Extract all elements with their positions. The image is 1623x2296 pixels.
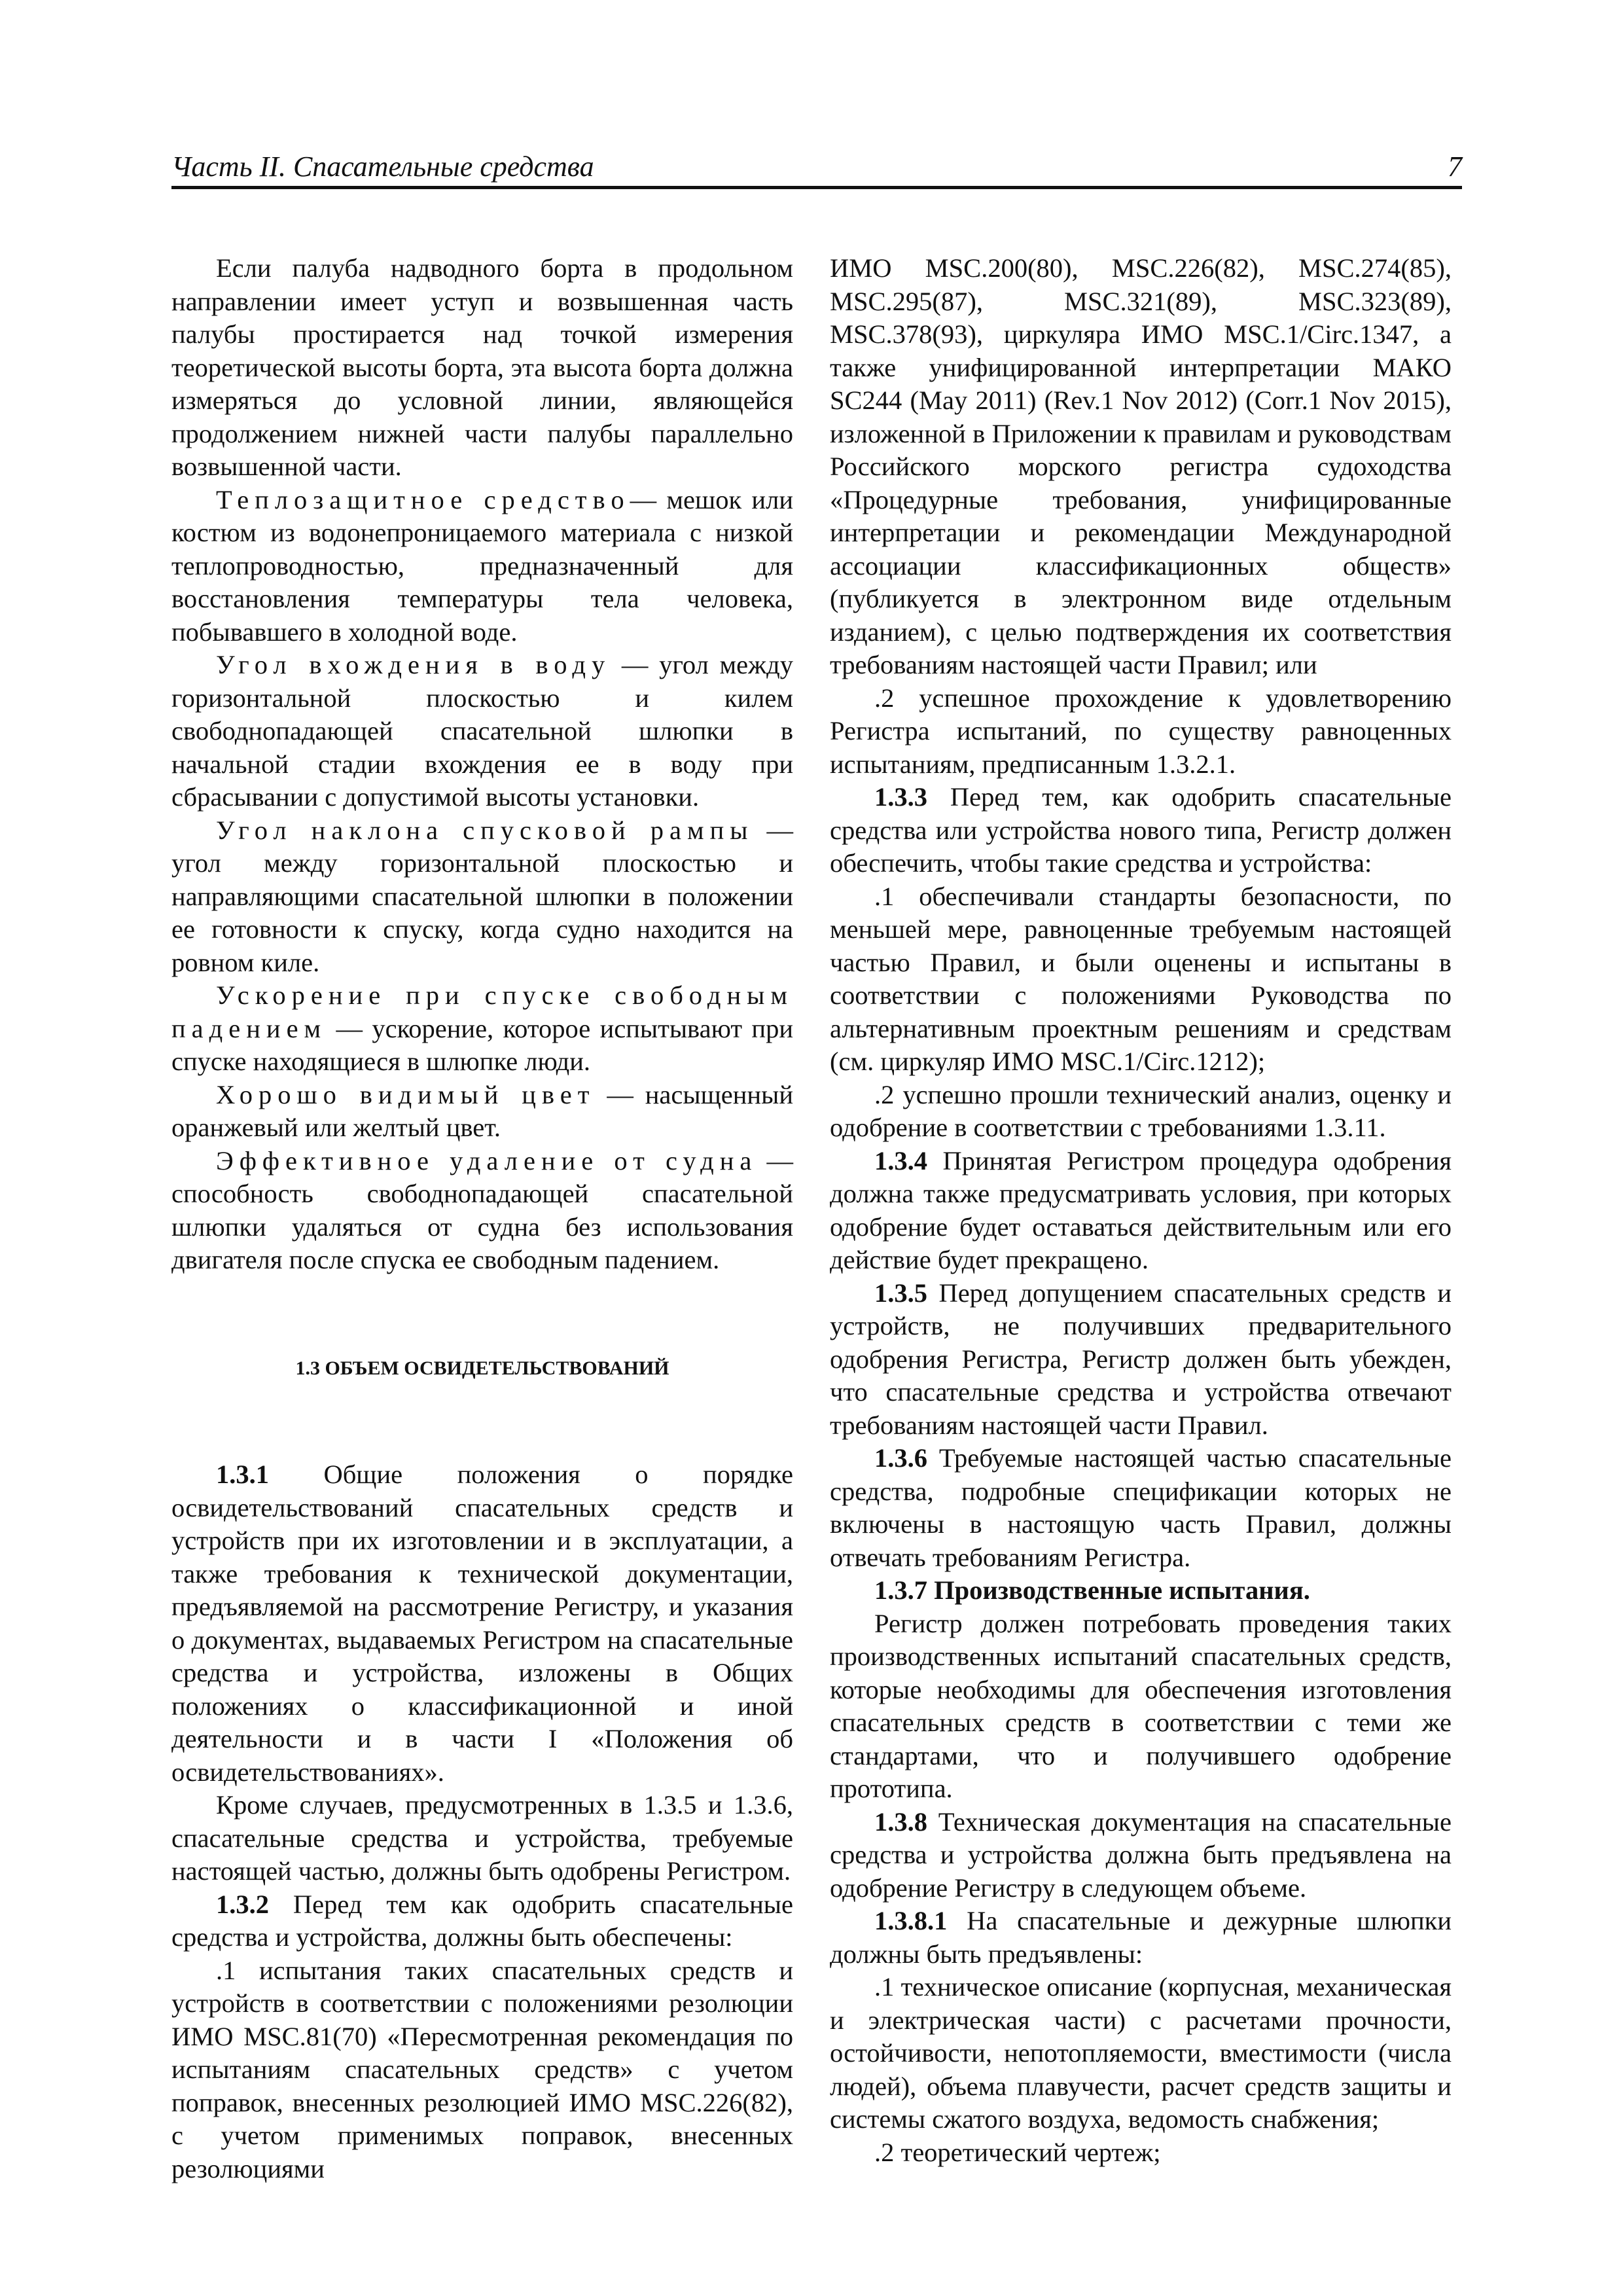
page-header — [171, 145, 1462, 189]
clause-number: 1.3.6 — [874, 1443, 927, 1473]
clause-number: 1.3.4 — [874, 1145, 927, 1175]
clause-1-3-4: 1.3.4 Принятая Регистром процедура одобрения должна также предусматривать условия, при которых одобрение будет оставаться действительным или его действие будет прекращено. — [830, 1145, 1452, 1274]
clause-1-3-8-1-1: .1 техническое описание (корпусная, механическая и электрическая части) с расчетами прочности, остойчивости, непотопляемости, вместимости (числа людей), объема плавучести, расчет средств защиты и системы сжатого воздуха, ведомость снабжения; — [830, 1972, 1452, 2134]
definition-entry-angle: Угол вхождения в воду — угол между горизонтальной плоскостью и килем свободнопадающей спасательной шлюпки в начальной стадии вхождения ее в воду при сбрасывании с допустимой высоты установки. — [171, 650, 793, 812]
right-column — [830, 252, 1452, 2169]
term: Угол вхождения в воду — [216, 650, 611, 679]
section-heading: 1.3 ОБЪЕМ ОСВИДЕТЕЛЬСТВОВАНИЙ — [295, 1357, 669, 1379]
page-number: 7 — [1448, 151, 1462, 183]
term: Ускорение при спуске свободным падением — [171, 980, 793, 1043]
clause-1-3-3-1: .1 обеспечивали стандарты безопасности, по меньшей мере, равноценные требуемым настоящей частью Правил, и были оценены и испытаны в соответствии с положениями Руководства по альтернативным проектным решениям и средствам (см. циркуляр ИМО MSC.1/Circ.1212); — [830, 881, 1452, 1076]
paragraph: Кроме случаев, предусмотренных в 1.3.5 и 1.3.6, спасательные средства и устройства, требуемые настоящей частью, должны быть одобрены Регистром. — [171, 1790, 793, 1886]
clause-number: 1.3.7 — [874, 1575, 927, 1605]
clause-1-3-1: 1.3.1 Общие положения о порядке освидетельствований спасательных средств и устройств при их изготовлении и в эксплуатации, а также требования к технической документации, предъявляемой на рассмотрение Регистру, и указания о документах, выдаваемых Регистром на спасательные средства и устройства, изложены в Общих положениях о классификационной и иной деятельности и в части I «Положения об освидетельствованиях». — [171, 1460, 793, 1787]
paragraph-continued: ИМО MSC.200(80), MSC.226(82), MSC.274(85), MSC.295(87), MSC.321(89), MSC.323(89), MSC.378(93), циркуляра ИМО MSC.1/Circ.1347, а также унифицированной интерпретации МАКО SC244 (May 2011) (Rev.1 Nov 2012) (Corr.1 Nov 2015), изложенной в Приложении к правилам и руководствам Российского морского регистра судоходства «Процедурные требования, унифицированные интерпретации и рекомендации Международной ассоциации классификационных обществ» (публикуется в электронном виде отдельным изданием), с целью подтверждения их соответствия требованиям настоящей части Правил; или — [830, 253, 1452, 679]
clause-1-3-3-2: .2 успешно прошли технический анализ, оценку и одобрение в соответствии с требованиями 1.3.11. — [830, 1079, 1452, 1142]
clause-1-3-2-1: .1 испытания таких спасательных средств и устройств в соответствии с положениями резолюции ИМО MSC.81(70) «Пересмотренная рекомендация по испытаниям спасательных средств» с учетом поправок, внесенных резолюцией ИМО MSC.226(82), с учетом применимых поправок, внесенных резолюциями — [171, 1955, 793, 2183]
running-title: Часть II. Спасательные средства — [171, 151, 594, 183]
clause-1-3-7: 1.3.7 Производственные испытания. — [874, 1575, 1310, 1605]
term: Теплозащитное средство — [216, 484, 630, 514]
clause-1-3-2-2: .2 успешное прохождение к удовлетворению Регистра испытаний, по существу равноценных испытаниям, предписанным 1.3.2.1. — [830, 683, 1452, 779]
clause-number: 1.3.5 — [874, 1278, 927, 1308]
clause-1-3-8: 1.3.8 Техническая документация на спасательные средства и устройства должна быть предъявлена на одобрение Регистру в следующем объеме. — [830, 1806, 1452, 1903]
definition-clearing-ship: Эффективное удаление от судна — способность свободнопадающей спасательной шлюпки удаляться от судна без использования двигателя после спуска ее свободным падением. — [171, 1145, 793, 1274]
term: Хорошо видимый цвет — [216, 1079, 596, 1109]
clause-number: 1.3.2 — [216, 1889, 269, 1919]
clause-1-3-5: 1.3.5 Перед допущением спасательных средств и устройств, не получивших предварительного одобрения Регистра, Регистр должен быть убежден, что спасательные средства и устройства отвечают требованиям настоящей части Правил. — [830, 1278, 1452, 1440]
term: Эффективное удаление от судна — [216, 1145, 758, 1175]
left-column — [171, 252, 793, 2185]
clause-1-3-8-1: 1.3.8.1 На спасательные и дежурные шлюпки должны быть предъявлены: — [830, 1906, 1452, 1969]
clause-1-3-2: 1.3.2 Перед тем как одобрить спасательные средства и устройства, должны быть обеспечены: — [171, 1889, 793, 1952]
clause-1-3-8-1-2: .2 теоретический чертеж; — [874, 2137, 1161, 2167]
term: Угол наклона спусковой рампы — [216, 815, 754, 845]
clause-number: 1.3.1 — [216, 1460, 269, 1489]
clause-number: 1.3.8.1 — [874, 1906, 948, 1935]
clause-1-3-6: 1.3.6 Требуемые настоящей частью спасательные средства, подробные спецификации которых не включены в настоящую часть Правил, должны отвечать требованиям Регистра. — [830, 1443, 1452, 1572]
definition-thermal-aid: Теплозащитное средство— мешок или костюм из водонепроницаемого материала с низкой теплопроводностью, предназначенный для восстановления температуры тела человека, побывавшего в холодной воде. — [171, 484, 793, 647]
paragraph: Если палуба надводного борта в продольном направлении имеет уступ и возвышенная часть палубы простирается над точкой измерения теоретической высоты борта, эта высота борта должна измеряться до условной линии, являющейся продолжением нижней части палубы параллельно возвышенной части. — [171, 253, 793, 481]
clause-number: 1.3.8 — [874, 1806, 927, 1837]
clause-number: 1.3.3 — [874, 782, 927, 812]
paragraph: Регистр должен потребовать проведения таких производственных испытаний спасательных средств, которые необходимы для обеспечения изготовления спасательных средств в соответствии с теми же стандартами, что и получившего одобрение прототипа. — [830, 1608, 1452, 1803]
definition-ramp-angle: Угол наклона спусковой рампы — угол между горизонтальной плоскостью и направляющими спасательной шлюпки в положении ее готовности к спуску, когда судно находится на ровном киле. — [171, 815, 793, 977]
definition-free-fall-acceleration: Ускорение при спуске свободным падением — ускорение, которое испытывают при спуске находящиеся в шлюпке люди. — [171, 980, 793, 1076]
definition-highly-visible-colour: Хорошо видимый цвет — насыщенный оранжевый или желтый цвет. — [171, 1079, 793, 1142]
clause-1-3-3: 1.3.3 Перед тем, как одобрить спасательные средства или устройства нового типа, Регистр должен обеспечить, чтобы такие средства и устройства: — [830, 782, 1452, 878]
